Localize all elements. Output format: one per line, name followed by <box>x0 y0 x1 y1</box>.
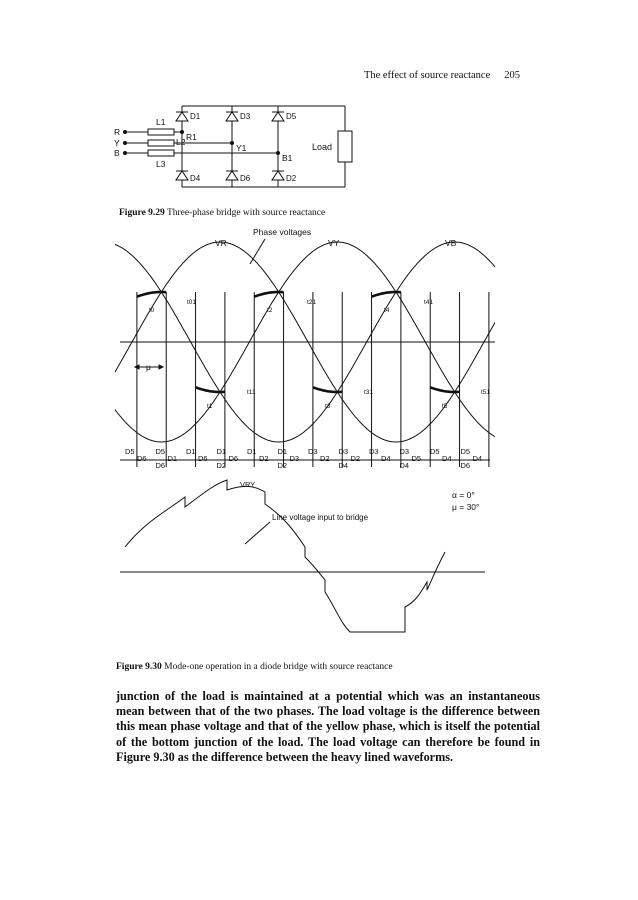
diode-label-d5: D5 <box>286 112 297 121</box>
conduction-label: D4 <box>399 461 410 470</box>
node-label-r1: R1 <box>186 132 197 142</box>
inductor-l2 <box>148 140 174 146</box>
figure-9-30-waveforms <box>115 222 495 662</box>
inductor-l3 <box>148 150 174 156</box>
label-t21: t21 <box>307 299 317 306</box>
conduction-label: D3 <box>338 447 349 456</box>
conduction-label: D6 <box>228 454 239 463</box>
conduction-label: D2 <box>216 461 227 470</box>
load-label: Load <box>312 142 333 152</box>
inductor-label-l1: L1 <box>156 117 166 127</box>
label-t51: t51 <box>481 389 491 396</box>
diode-label-d4: D4 <box>190 174 201 183</box>
line-voltage-leader <box>245 522 270 544</box>
inductor-l1 <box>148 129 174 135</box>
line-voltage-label: VRY <box>240 480 256 489</box>
figure-9-29-caption-text: Three-phase bridge with source reactance <box>166 208 326 218</box>
inductor-label-l2: L2 <box>176 137 186 147</box>
label-t31: t31 <box>364 389 374 396</box>
phase-label-r: R <box>114 127 121 137</box>
label-t4: t4 <box>384 307 390 314</box>
mu-value-label: μ = 30° <box>452 502 480 512</box>
phase-inputs <box>124 129 280 156</box>
heavy-segment-bottom-1 <box>313 387 342 392</box>
conduction-label: D1 <box>186 447 196 456</box>
label-t41: t41 <box>424 299 434 306</box>
body-paragraph: junction of the load is maintained at a potential which was an instantaneous mean between that of the two phases. The load voltage is the difference between this mean phase voltage and that of the yellow phase, which is itself the potential of the bottom junction of the load. The load voltage can therefore be found in Figure 9.30 as the difference between the heavy lined waveforms. <box>116 689 540 764</box>
curve-label-vy: VY <box>328 238 340 248</box>
conduction-label: D5 <box>411 454 422 463</box>
label-t01: t01 <box>187 299 197 306</box>
conduction-label: D2 <box>350 454 361 463</box>
label-t2: t2 <box>267 307 273 314</box>
running-header <box>330 70 520 81</box>
mu-label: μ <box>146 362 151 372</box>
line-voltage-waveform <box>125 480 445 632</box>
conduction-label: D2 <box>277 461 288 470</box>
heavy-segment-top-2 <box>372 292 401 297</box>
figure-9-30-caption <box>116 662 393 672</box>
conduction-label: D4 <box>472 454 483 463</box>
conduction-label: D5 <box>430 447 440 456</box>
conduction-label: D1 <box>167 454 178 463</box>
load-resistor <box>338 131 352 162</box>
heavy-segment-top-0 <box>137 292 166 297</box>
conduction-label: D1 <box>277 447 288 456</box>
heavy-segment-top-1 <box>254 292 283 297</box>
label-t3: t3 <box>325 403 331 410</box>
diode-label-d2: D2 <box>286 174 297 183</box>
conduction-label: D3 <box>308 447 318 456</box>
conduction-label: D2 <box>259 454 269 463</box>
conduction-label: D4 <box>442 454 452 463</box>
inductor-label-l3: L3 <box>156 159 166 169</box>
node-label-y1: Y1 <box>236 143 247 153</box>
conduction-label: D1 <box>216 447 227 456</box>
conduction-label: D4 <box>381 454 391 463</box>
label-t1: t1 <box>207 403 213 410</box>
figure-9-30-caption-label: Figure 9.30 <box>116 662 162 672</box>
diode-label-d3: D3 <box>240 112 251 121</box>
phase-label-b: B <box>114 148 120 158</box>
diode-label-d1: D1 <box>190 112 201 121</box>
line-voltage-input-label: Line voltage input to bridge <box>272 513 369 522</box>
curve-label-vr: VR <box>215 238 227 248</box>
conduction-label: D3 <box>289 454 300 463</box>
alpha-label: α = 0° <box>452 490 475 500</box>
transition-markers <box>137 292 489 467</box>
figure-9-29-caption-label: Figure 9.29 <box>119 208 165 218</box>
node-label-b1: B1 <box>282 153 293 163</box>
conduction-label: D6 <box>137 454 147 463</box>
conduction-label: D5 <box>125 447 135 456</box>
conduction-label: D6 <box>198 454 208 463</box>
heavy-segment-bottom-2 <box>430 387 459 392</box>
conduction-label: D3 <box>369 447 379 456</box>
conduction-label: D2 <box>320 454 330 463</box>
page-number: 205 <box>504 70 520 81</box>
conduction-label: D5 <box>460 447 471 456</box>
conduction-label: D5 <box>155 447 166 456</box>
phase-voltages-leader <box>250 239 265 264</box>
conduction-label: D6 <box>460 461 471 470</box>
label-t11: t11 <box>247 389 256 396</box>
figure-9-29-caption <box>119 208 325 218</box>
curve-label-vb: VB <box>445 238 457 248</box>
conduction-label: D4 <box>338 461 349 470</box>
conduction-label: D6 <box>155 461 166 470</box>
heavy-segment-bottom-0 <box>196 387 225 392</box>
phase-voltages-label: Phase voltages <box>253 227 312 237</box>
figure-9-29-circuit <box>100 95 370 205</box>
conduction-label: D3 <box>399 447 410 456</box>
conduction-label: D1 <box>247 447 257 456</box>
figure-9-30-caption-text: Mode-one operation in a diode bridge with source reactance <box>164 662 393 672</box>
diode-label-d6: D6 <box>240 174 251 183</box>
phase-label-y: Y <box>114 138 120 148</box>
label-t5: t5 <box>442 403 448 410</box>
conduction-sequence <box>125 447 482 470</box>
header-title: The effect of source reactance <box>363 70 491 81</box>
label-t0: t0 <box>149 307 155 314</box>
